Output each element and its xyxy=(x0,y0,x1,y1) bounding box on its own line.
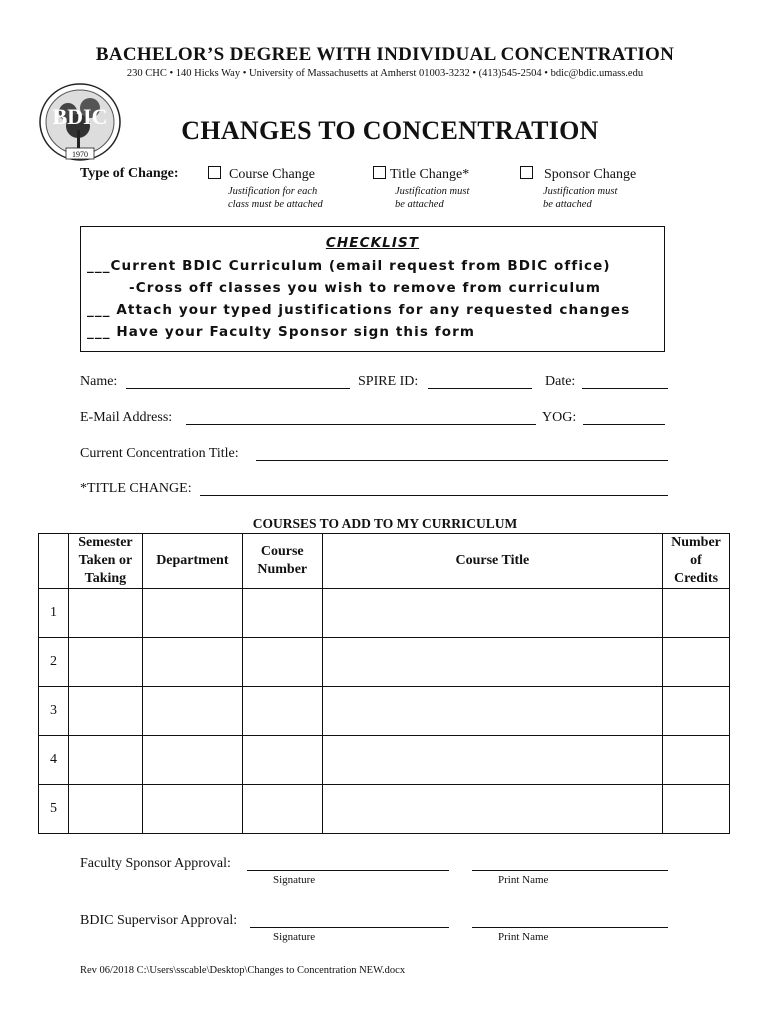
bdic-signature-caption: Signature xyxy=(273,931,316,943)
header-title: BACHELOR’S DEGREE WITH INDIVIDUAL CONCENTRATION xyxy=(95,44,675,65)
header-credits-line-1: Number xyxy=(671,535,721,550)
credits-cell[interactable] xyxy=(663,736,730,785)
table-row xyxy=(39,638,730,687)
yog-label: YOG: xyxy=(542,410,577,425)
header-semester xyxy=(68,534,142,589)
header-course-number-line-1: Course xyxy=(260,544,304,559)
header-semester-line-1: Semester xyxy=(78,535,133,550)
spire-id-label: SPIRE ID: xyxy=(358,374,419,389)
row-number: 1 xyxy=(39,589,69,638)
semester-cell[interactable] xyxy=(68,589,142,638)
logo-year: 1970 xyxy=(72,150,88,159)
course-number-cell[interactable] xyxy=(242,638,322,687)
header-course-number xyxy=(242,534,322,589)
header-semester-line-3: Taking xyxy=(84,571,127,586)
credits-cell[interactable] xyxy=(663,687,730,736)
sponsor-change-checkbox[interactable] xyxy=(520,166,533,179)
table-row xyxy=(39,687,730,736)
name-field[interactable] xyxy=(126,388,350,389)
course-title-cell[interactable] xyxy=(322,736,662,785)
current-title-label: Current Concentration Title: xyxy=(80,446,239,461)
title-change-label: Title Change* xyxy=(390,167,470,182)
header-address: 230 CHC • 140 Hicks Way • University of Massachusetts at Amherst 01003-3232 • (413)545-2504 • bdic@bdic.umass.edu xyxy=(126,68,644,79)
name-label: Name: xyxy=(80,374,118,389)
title-change-checkbox[interactable] xyxy=(373,166,386,179)
course-change-label: Course Change xyxy=(229,167,315,182)
semester-cell[interactable] xyxy=(68,638,142,687)
credits-cell[interactable] xyxy=(663,589,730,638)
table-row xyxy=(39,785,730,834)
sponsor-change-option[interactable] xyxy=(520,166,636,211)
faculty-signature-field[interactable] xyxy=(247,870,449,871)
course-change-note-1: Justification for each xyxy=(228,186,318,197)
date-field[interactable] xyxy=(582,388,668,389)
title-change-field[interactable] xyxy=(200,495,668,496)
header-row-number xyxy=(39,534,69,589)
department-cell[interactable] xyxy=(142,589,242,638)
header-department: Department xyxy=(142,534,242,589)
course-title-cell[interactable] xyxy=(322,687,662,736)
bdic-print-name-caption: Print Name xyxy=(498,931,549,943)
header-course-number-line-2: Number xyxy=(257,562,308,577)
faculty-signature-caption: Signature xyxy=(273,874,316,886)
row-number: 3 xyxy=(39,687,69,736)
email-label: E-Mail Address: xyxy=(80,410,173,425)
faculty-print-name-caption: Print Name xyxy=(498,874,549,886)
checklist-item-cross-off: -Cross off classes you wish to remove from curriculum xyxy=(129,280,602,296)
course-change-checkbox[interactable] xyxy=(208,166,221,179)
header-semester-line-2: Taken or xyxy=(78,553,133,568)
faculty-print-name-field[interactable] xyxy=(472,870,668,871)
semester-cell[interactable] xyxy=(68,736,142,785)
checklist-box xyxy=(80,226,665,352)
sponsor-change-note-1: Justification must xyxy=(543,186,618,197)
header-credits-line-3: Credits xyxy=(673,571,719,586)
department-cell[interactable] xyxy=(142,638,242,687)
date-label: Date: xyxy=(545,374,576,389)
sponsor-change-label: Sponsor Change xyxy=(544,167,637,182)
course-number-cell[interactable] xyxy=(242,687,322,736)
semester-cell[interactable] xyxy=(68,687,142,736)
sponsor-change-note-2: be attached xyxy=(543,199,592,210)
credits-cell[interactable] xyxy=(663,785,730,834)
title-change-note-1: Justification must xyxy=(395,186,470,197)
revision-footer: Rev 06/2018 C:\Users\sscable\Desktop\Changes to Concentration NEW.docx xyxy=(80,965,406,976)
bdic-print-name-field[interactable] xyxy=(472,927,668,928)
checklist-item-curriculum: ___Current BDIC Curriculum (email request from BDIC office) xyxy=(87,258,611,274)
header-credits xyxy=(663,534,730,589)
course-title-cell[interactable] xyxy=(322,785,662,834)
row-number: 2 xyxy=(39,638,69,687)
course-title-cell[interactable] xyxy=(322,589,662,638)
department-cell[interactable] xyxy=(142,785,242,834)
type-of-change-label: Type of Change: xyxy=(80,166,179,181)
course-number-cell[interactable] xyxy=(242,785,322,834)
bdic-logo xyxy=(38,82,122,162)
courses-header-row xyxy=(39,534,730,589)
faculty-approval-label: Faculty Sponsor Approval: xyxy=(80,856,231,871)
title-change-note-2: be attached xyxy=(395,199,444,210)
course-number-cell[interactable] xyxy=(242,589,322,638)
department-cell[interactable] xyxy=(142,736,242,785)
bdic-signature-field[interactable] xyxy=(250,927,449,928)
bdic-approval-label: BDIC Supervisor Approval: xyxy=(80,913,238,928)
current-title-field[interactable] xyxy=(256,460,668,461)
course-title-cell[interactable] xyxy=(322,638,662,687)
yog-field[interactable] xyxy=(583,424,665,425)
title-change-option[interactable] xyxy=(373,166,469,211)
logo-letters: BDIC xyxy=(52,104,108,129)
header-course-title: Course Title xyxy=(322,534,662,589)
courses-table xyxy=(38,533,730,834)
form-title: CHANGES TO CONCENTRATION xyxy=(181,116,599,145)
spire-id-field[interactable] xyxy=(428,388,532,389)
course-number-cell[interactable] xyxy=(242,736,322,785)
table-row xyxy=(39,736,730,785)
department-cell[interactable] xyxy=(142,687,242,736)
row-number: 5 xyxy=(39,785,69,834)
header-credits-line-2: of xyxy=(690,553,702,568)
row-number: 4 xyxy=(39,736,69,785)
course-change-note-2: class must be attached xyxy=(228,199,323,210)
checklist-item-justifications: ___ Attach your typed justifications for any requested changes xyxy=(87,302,631,318)
credits-cell[interactable] xyxy=(663,638,730,687)
table-row xyxy=(39,589,730,638)
semester-cell[interactable] xyxy=(68,785,142,834)
courses-title: COURSES TO ADD TO MY CURRICULUM xyxy=(252,516,518,531)
email-field[interactable] xyxy=(186,424,536,425)
title-change-field-label: *TITLE CHANGE: xyxy=(80,481,192,496)
checklist-title: CHECKLIST xyxy=(325,235,420,251)
checklist-item-sponsor-sign: ___ Have your Faculty Sponsor sign this form xyxy=(87,324,476,340)
course-change-option[interactable] xyxy=(208,166,323,211)
